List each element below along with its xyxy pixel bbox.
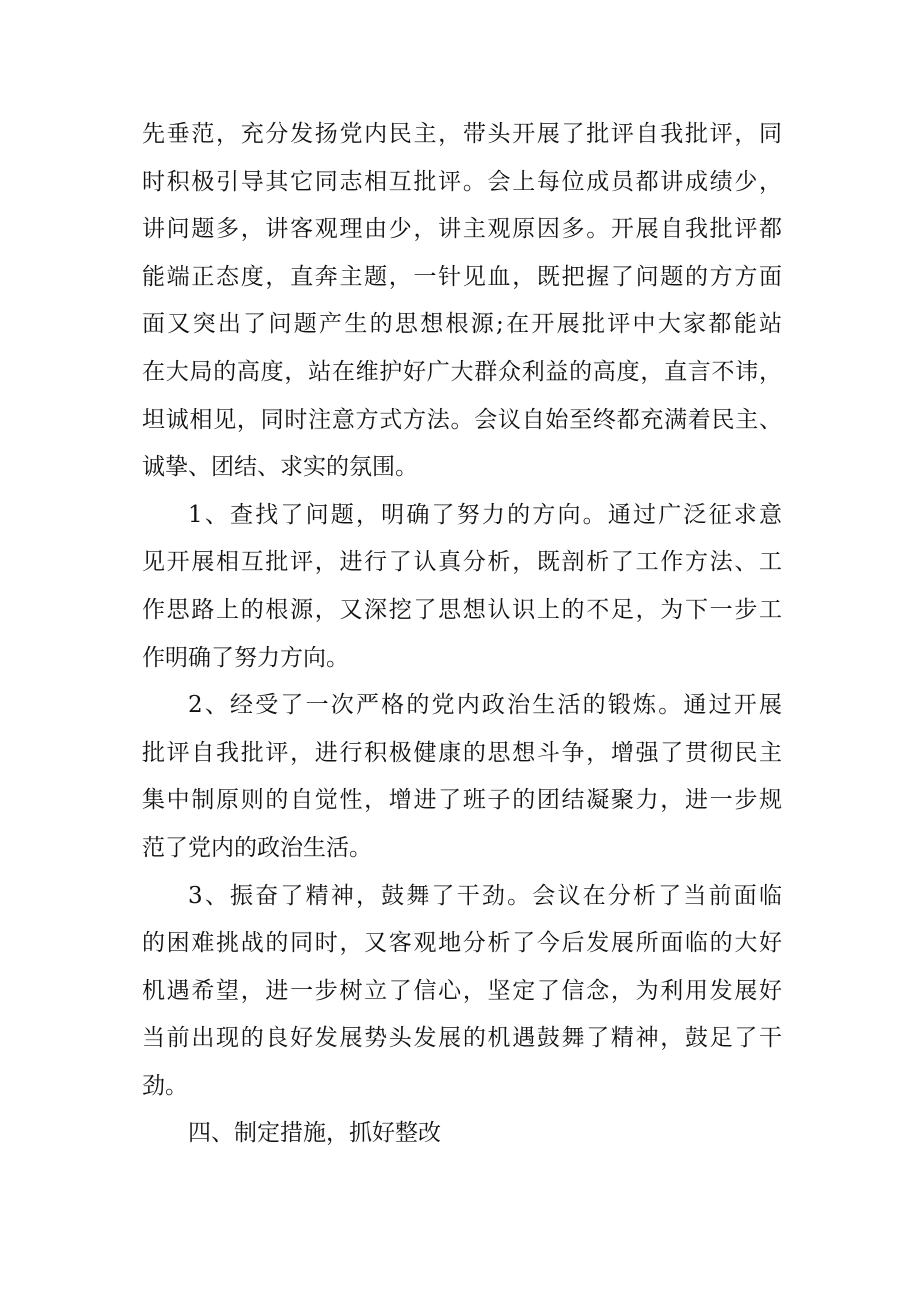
text-line: 四、制定措施，抓好整改 <box>188 1120 441 1147</box>
text-line: 在大局的高度，站在维护好广大群众利益的高度，直言不讳， <box>142 358 782 385</box>
text-line: 先垂范，充分发扬党内民主，带头开展了批评自我批评，同 <box>142 121 782 147</box>
text-line: 集中制原则的自觉性，增进了班子的团结凝聚力，进一步规 <box>142 787 782 814</box>
text-line: 范了党内的政治生活。 <box>142 834 372 861</box>
paragraph <box>142 682 782 872</box>
text-line: 机遇希望，进一步树立了信心，坚定了信念，为利用发展好 <box>142 977 782 1004</box>
text-line: 批评自我批评，进行积极健康的思想斗争，增强了贯彻民主 <box>142 739 782 766</box>
text-line: 能端正态度，直奔主题，一针见血，既把握了问题的方方面 <box>142 263 782 290</box>
text-line: 讲问题多，讲客观理由少，讲主观原因多。开展自我批评都 <box>142 216 782 243</box>
text-line: 面又突出了问题产生的思想根源;在开展批评中大家都能站 <box>142 311 782 338</box>
text-line: 坦诚相见，同时注意方式方法。会议自始至终都充满着民主、 <box>142 406 782 433</box>
text-line: 作思路上的根源，又深挖了思想认识上的不足，为下一步工 <box>142 596 782 623</box>
text-line: 3、振奋了精神，鼓舞了干劲。会议在分析了当前面临 <box>188 882 782 909</box>
text-line: 1、查找了问题，明确了努力的方向。通过广泛征求意 <box>188 501 782 528</box>
text-line: 劲。 <box>142 1072 188 1099</box>
paragraph <box>142 492 782 682</box>
text-line: 作明确了努力方向。 <box>142 644 349 671</box>
text-line: 当前出现的良好发展势头发展的机遇鼓舞了精神，鼓足了干 <box>142 1025 782 1052</box>
text-line: 2、经受了一次严格的党内政治生活的锻炼。通过开展 <box>188 692 782 719</box>
paragraph <box>142 1110 782 1158</box>
text-line: 诚挚、团结、求实的氛围。 <box>142 454 418 481</box>
paragraph <box>142 111 782 492</box>
document-body <box>142 111 782 1158</box>
text-line: 时积极引导其它同志相互批评。会上每位成员都讲成绩少， <box>142 168 782 195</box>
text-line: 的困难挑战的同时，又客观地分析了今后发展所面临的大好 <box>142 930 782 957</box>
text-line: 见开展相互批评，进行了认真分析，既剖析了工作方法、工 <box>142 549 782 576</box>
paragraph <box>142 873 782 1111</box>
